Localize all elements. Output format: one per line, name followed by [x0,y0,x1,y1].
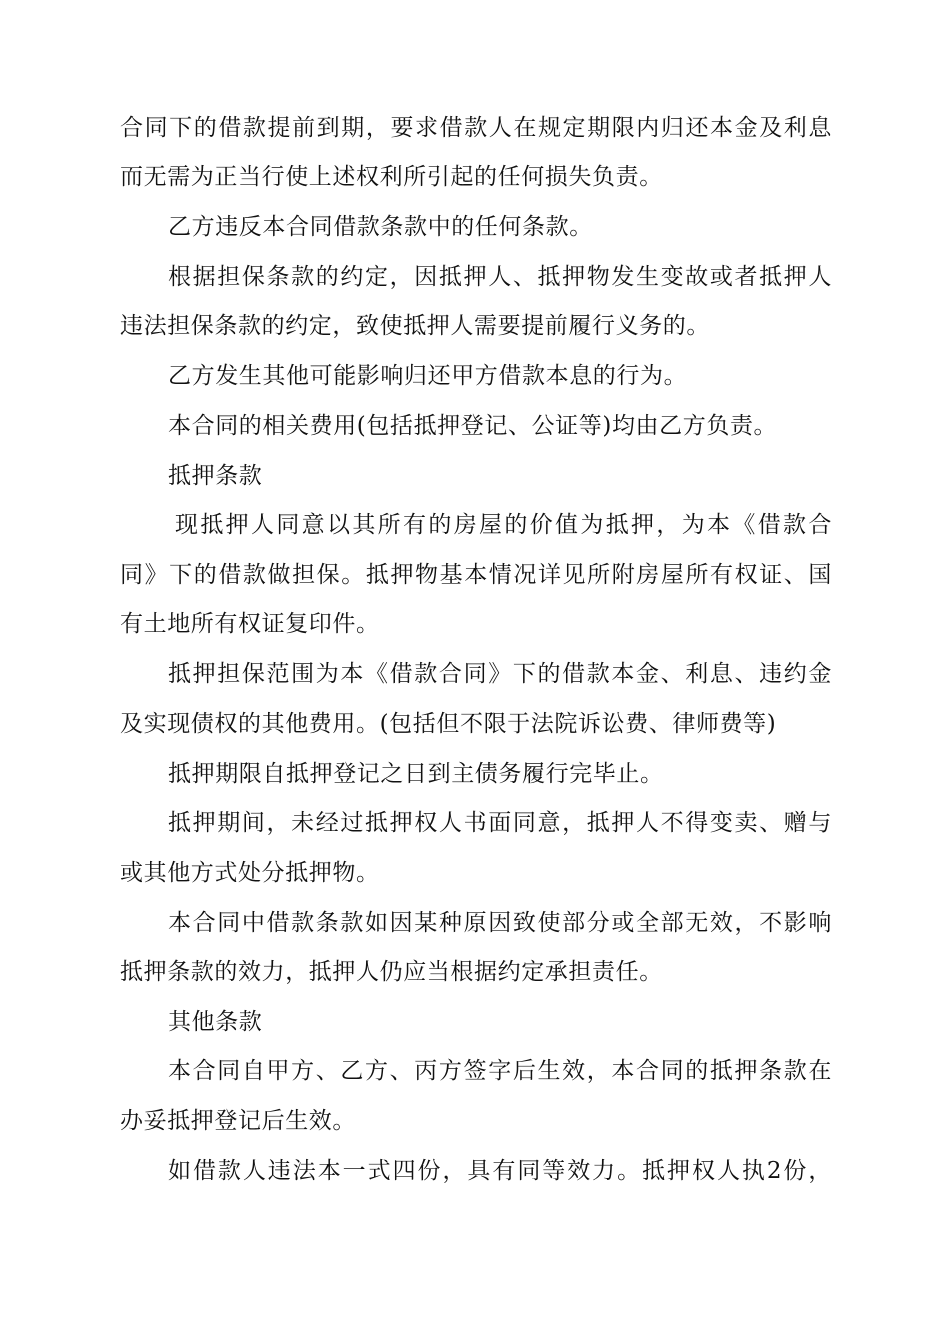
text-line: 抵押期间，未经过抵押权人书面同意，抵押人不得变卖、赠与 [168,810,832,836]
section-heading: 抵押条款 [168,463,263,489]
text-line: 抵押条款的效力，抵押人仍应当根据约定承担责任。 [120,959,663,985]
section-heading: 其他条款 [168,1009,263,1035]
text-line: 违法担保条款的约定，致使抵押人需要提前履行义务的。 [120,313,710,339]
text-line: 或其他方式处分抵押物。 [120,860,380,886]
text-line: 乙方违反本合同借款条款中的任何条款。 [168,214,593,240]
text-line: 及实现债权的其他费用。(包括但不限于法院诉讼费、律师费等) [120,711,777,737]
text-line: 而无需为正当行使上述权利所引起的任何损失负责。 [120,164,663,190]
text-line: 本合同中借款条款如因某种原因致使部分或全部无效，不影响 [168,910,832,936]
text-line: 本合同自甲方、乙方、丙方签字后生效，本合同的抵押条款在 [168,1058,832,1084]
text-line: 如借款人违法本一式四份，具有同等效力。抵押权人执2份， [168,1158,832,1184]
text-line: 根据担保条款的约定，因抵押人、抵押物发生变故或者抵押人 [168,264,832,290]
text-line: 办妥抵押登记后生效。 [120,1108,356,1134]
text-line: 抵押期限自抵押登记之日到主债务履行完毕止。 [168,761,664,787]
text-line: 合同下的借款提前到期，要求借款人在规定期限内归还本金及利息 [120,115,832,141]
text-line: 同》下的借款做担保。抵押物基本情况详见所附房屋所有权证、国 [120,562,832,588]
text-line: 抵押担保范围为本《借款合同》下的借款本金、利息、违约金 [168,661,832,687]
text-line: 本合同的相关费用(包括抵押登记、公证等)均由乙方负责。 [168,413,778,439]
text-line: 现抵押人同意以其所有的房屋的价值为抵押，为本《借款合 [175,512,832,538]
text-line: 有土地所有权证复印件。 [120,611,380,637]
text-line: 乙方发生其他可能影响归还甲方借款本息的行为。 [168,363,688,389]
